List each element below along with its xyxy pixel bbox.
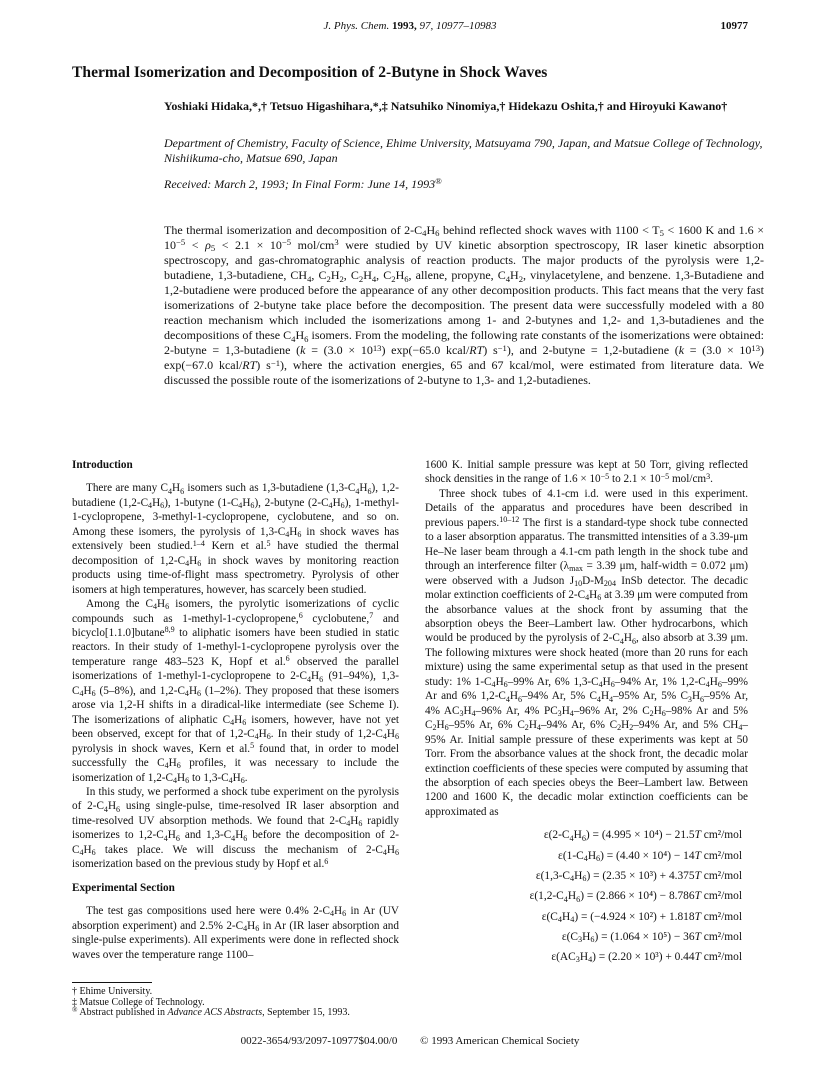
footnote-rule: [72, 982, 152, 983]
equation-1-3-butadiene: $\varepsilon(1,3-C_4H_6) = (2.35 \times 10^3) + 4.375T$ cm²/mol: [535, 869, 742, 884]
author-list: Yoshiaki Hidaka,*,† Tetsuo Higashihara,*,‡ Natsuhiko Ninomiya,† Hidekazu Oshita,† and Hiroyuki Kawano†: [164, 99, 728, 113]
shock-tube-paragraph: Three shock tubes of 4.1-cm i.d. were used in this experiment. Details of the apparatus and procedures have been described in previous papers.$^{10-12}$ The first is a standard-type shock tube connected to a laser absorption apparatus. The transmitted intensities of a 3.39-μm He–Ne laser beam through a 4.1-cm path length in the shock tube and through an interference filter ($\lambda_{max} = 3.39$ μm, half-width = 0.072 μm) were observed with a Judson $J_{10}D-M_{204}$ InSb detector. The decadic molar extinction coefficients of $2-C_4H_6$ at 3.39 μm were computed from the absorbance values at the shock front by assuming that the absorption obeys the Beer–Lambert law. Other hydrocarbons, which would be produced by the pyrolysis of $2-C_4H_6$, also absorb at 3.39 μm. The following mixtures were shock heated (more than 20 runs for each mixture) using the same experimental setup as that used in the present study: 1% $1-C_4H_6-99\%$ Ar, 6% $1,3-C_4H_6-94\%$ Ar, 1% $1,2-C_4H_6-99\%$ Ar and 6% $1,2-C_4H_6-94\%$ Ar, 5% $C_4H_4-95\%$ Ar, 5% $C_3H_6-95\%$ Ar, 4% $AC_3H_4-96\%$ Ar, 4% $PC_3H_4-96\%$ Ar, 2% $C_2H_6-98\%$ Ar and 5% $C_2H_6-95\%$ Ar, 6% $C_2H_4-94\%$ Ar, 6% $C_2H_2-94\%$ Ar, and 5% $CH_4-95\%$ Ar. Initial sample pressure of these experiments was kept at 50 Torr. From the absorbance values at the shock front, the decadic molar extinction coefficients of these species were computed by assuming that the absorption of each species obeys the Beer–Lambert law. Between 1200 and 1600 K, the decadic molar extinction coefficients can be approximated as: [425, 487, 749, 818]
received-dates: [164, 177, 764, 192]
footnote-ehime: † Ehime University.: [72, 986, 153, 997]
equation-allene: $\varepsilon(AC_3H_4) = (2.20 \times 10^3) + 0.44T$ cm²/mol: [551, 951, 742, 965]
footnotes: [72, 982, 399, 1019]
experimental-paragraph-1: The test gas compositions used here were 0.4% $2-C_4H_6$ in Ar (UV absorption experiment) and 2.5% $2-C_4H_6$ in Ar (IR laser absorption and single-pulse experiments). All experiments were done in reflected shock waves over the temperature range 1100–: [72, 905, 399, 961]
experimental-heading: Experimental Section: [72, 881, 175, 894]
received-text: Received: March 2, 1993; In Final Form: June 14, 1993: [164, 177, 436, 191]
introduction-paragraph-1: There are many $C_4H_6$ isomers such as 1,3-butadiene $(1,3-C_4H_6)$, 1,2-butadiene $(1,2-C_4H_6)$, 1-butyne $(1-C_4H_6)$, 2-butyne $(2-C_4H_6)$, 1-methyl-1-cyclopropene, 3-methyl-1-cyclopropene, cyclobutene, and so on. Among these isomers, the pyrolysis of $1,3-C_4H_6$ in shock waves has extensively been studied.$^{1-4}$ Kern et al.$^5$ have studied the thermal decomposition of $1,2-C_4H_6$ in shock waves by monitoring reaction products using time-of-flight mass spectrometry. Pyrolysis of other isomers at high temperatures, however, has scarcely been studied.: [72, 482, 399, 596]
introduction-paragraph-3: In this study, we performed a shock tube experiment on the pyrolysis of $2-C_4H_6$ using single-pulse, time-resolved IR laser absorption and time-resolved UV absorption methods. We found that $2-C_4H_6$ rapidly isomerizes to $1,2-C_4H_6$ and $1,3-C_4H_6$ before the decomposition of $2-C_4H_6$ takes place. We will discuss the mechanism of $2-C_4H_6$ isomerization based on the previous study by Hopf et al.$^6$: [72, 785, 400, 871]
equation-vinylacetylene: $\varepsilon(C_4H_4) = (-4.924 \times 10^2) + 1.818T$ cm²/mol: [541, 910, 742, 924]
bottom-line: [0, 1035, 820, 1047]
abstract: The thermal isomerization and decomposition of $2-C_4H_6$ behind reflected shock waves with $1100 < T_5 < 1600$ K and $1.6 \times 10^{-5} < \rho_5 < 2.1 \times 10^{-5}$ mol/$cm^3$ were studied by UV kinetic absorption spectroscopy, IR laser kinetic absorption spectroscopy, and gas-chromatographic analysis of reaction products. The major products of the pyrolysis were 1,2-butadiene, 1,3-butadiene, $CH_4$, $C_2H_2$, $C_2H_4$, $C_2H_6$, allene, propyne, $C_4H_2$, vinylacetylene, and benzene. 1,3-Butadiene and 1,2-butadiene were produced before the appearance of any other decomposition products. This fact means that the very fast isomerizations of 2-butyne take place before the decomposition. The present data were successfully modeled with a 80 reaction mechanism which included the isomerizations among 1- and 2-butynes and 1,2- and 1,3-butadienes and the decompositions of these $C_4H_6$ isomers. From the modeling, the following rate constants of the isomerizations were obtained: 2-butyne = 1,3-butadiene ($k = (3.0 \times 10^{13})$ exp(−65.0 kcal/RT) $s^{-1}$), and 2-butyne = 1,2-butadiene ($k = (3.0 \times 10^{13})$ exp(−67.0 kcal/RT) $s^{-1}$), where the activation energies, 65 and 67 kcal/mol, were estimated from literature data. We discussed the possible route of the isomerizations of 2-butyne to 1,3- and 1,2-butadienes.: [164, 223, 765, 388]
article-title: Thermal Isomerization and Decomposition of 2-Butyne in Shock Waves: [72, 64, 548, 81]
citation-year: 1993,: [391, 20, 417, 32]
received-footnote-mark: ®: [435, 176, 442, 187]
extinction-equations: [425, 825, 748, 967]
journal-citation: [0, 20, 820, 32]
copyright: © 1993 American Chemical Society: [420, 1035, 580, 1047]
equation-2-butyne: $\varepsilon(2-C_4H_6) = (4.995 \times 10^4) - 21.5T$ cm²/mol: [543, 829, 742, 843]
introduction-paragraph-2: Among the $C_4H_6$ isomers, the pyrolytic isomerizations of cyclic compounds such as 1-methyl-1-cyclopropene,$^6$ cyclobutene,$^7$ and bicyclo[1.1.0]butane$^{8,9}$ to aliphatic isomers have been studied in static reactors. In their study of 1-methyl-1-cyclopropene pyrolysis over the temperature range 483–523 K, Hopf et al.$^6$ observed the parallel isomerizations of 1-methyl-1-cyclopropene to $2-C_4H_6$ (91–94%), $1,3-C_4H_6$ (5–8%), and $1,2-C_4H_6$ (1–2%). They proposed that these isomers arose via 1,2-H shifts in a diradical-like intermediate (see Scheme I). The isomerizations of aliphatic $C_4H_6$ isomers, however, have not yet been observed, except for that of $1,2-C_4H_6$. In their study of $1,2-C_4H_6$ pyrolysis in shock waves, Kern et al.$^5$ found that, in order to model successfully the $C_4H_6$ profiles, it was necessary to include the isomerization of $1,2-C_4H_6$ to $1,3-C_4H_6$.: [72, 598, 400, 785]
equation-1-butyne: $\varepsilon(1-C_4H_6) = (4.40 \times 10^4) - 14T$ cm²/mol: [558, 849, 742, 863]
right-column: [425, 458, 748, 967]
equation-propene: $\varepsilon(C_3H_6) = (1.064 \times 10^5) - 36T$ cm²/mol: [561, 930, 742, 945]
footnote-matsue: ‡ Matsue College of Technology.: [72, 996, 205, 1008]
affiliation: Department of Chemistry, Faculty of Science, Ehime University, Matsuyama 790, Japan, and Matsue College of Technology, Nishiikuma-cho, Matsue 690, Japan: [164, 136, 763, 165]
article-code: 0022-3654/93/2097-10977$04.00/0: [240, 1035, 398, 1047]
page-number: 10977: [720, 20, 748, 32]
experimental-continuation: 1600 K. Initial sample pressure was kept at 50 Torr, giving reflected shock densities in the range of $1.6 \times 10^{-5}$ to $2.1 \times 10^{-5}$ mol/$cm^3$.: [425, 459, 748, 486]
footnote-abstract: ® Abstract published in Advance ACS Abstracts, September 15, 1993.: [72, 1005, 350, 1019]
journal-name: J. Phys. Chem.: [323, 20, 390, 32]
introduction-heading: Introduction: [72, 459, 133, 471]
left-column: [72, 458, 399, 962]
running-head: [0, 20, 820, 36]
equation-1-2-butadiene: $\varepsilon(1,2-C_4H_6) = (2.866 \times 10^4) - 8.786T$ cm²/mol: [529, 890, 742, 904]
citation-volume-pages: 97, 10977–10983: [416, 20, 497, 32]
